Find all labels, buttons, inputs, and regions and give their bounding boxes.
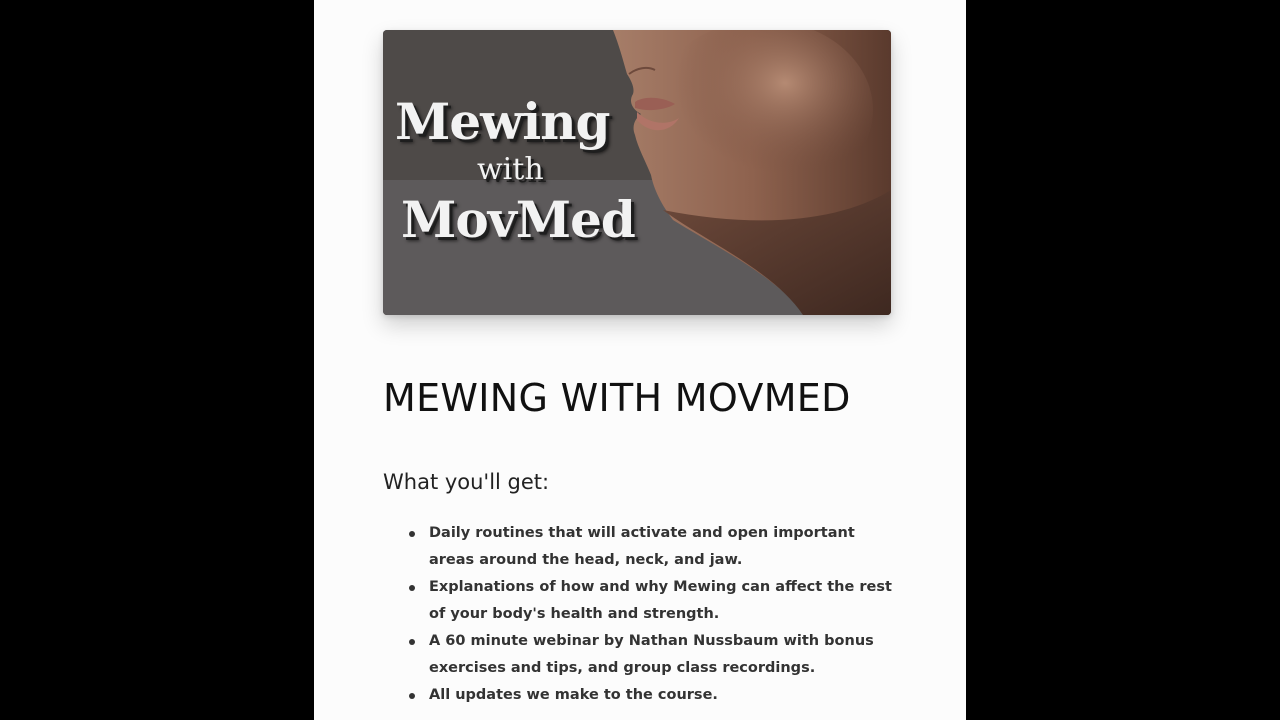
list-item-text: Explanations of how and why Mewing can affect the rest of your body's health and strength. <box>429 579 892 622</box>
hero-title-line-3: MovMed <box>401 190 635 249</box>
list-item <box>429 682 899 709</box>
hero-title-overlay <box>383 30 891 315</box>
page-title: MEWING WITH MOVMED <box>383 376 851 420</box>
hero-title-line-1: Mewing <box>395 92 610 151</box>
list-item-text: All updates we make to the course. <box>429 687 718 703</box>
bullet-icon <box>409 693 415 699</box>
list-item <box>429 520 899 574</box>
bullet-icon <box>409 585 415 591</box>
bullet-icon <box>409 531 415 537</box>
section-subtitle: What you'll get: <box>383 470 550 494</box>
list-item <box>429 574 899 628</box>
list-item <box>429 628 899 682</box>
hero-image <box>383 30 891 315</box>
list-item-text: A 60 minute webinar by Nathan Nussbaum with bonus exercises and tips, and group class recordings. <box>429 633 874 676</box>
page-content <box>314 0 966 720</box>
hero-title-line-2: with <box>477 152 544 187</box>
bullet-icon <box>409 639 415 645</box>
feature-list <box>429 520 899 709</box>
list-item-text: Daily routines that will activate and open important areas around the head, neck, and jaw. <box>429 525 855 568</box>
